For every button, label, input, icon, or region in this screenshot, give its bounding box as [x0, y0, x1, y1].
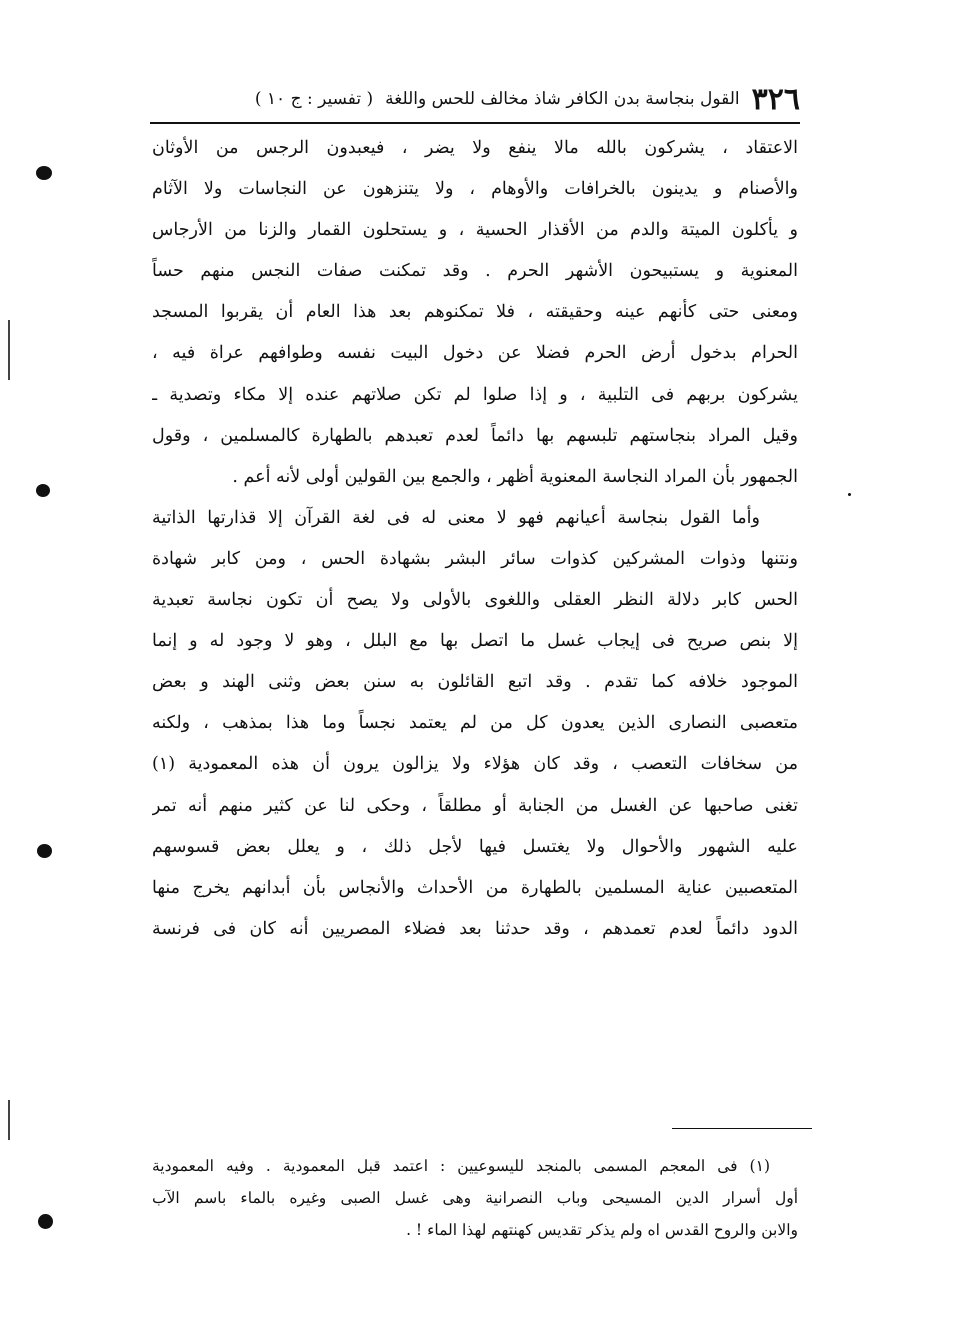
text-line: المعنوية و يستبيحون الأشهر الحرم . وقد تمكنت صفات النجس منهم حساً: [152, 261, 798, 282]
text-line: و يأكلون الميتة والدم من الأقذار الحسية ، و يستحلون القمار والزنا من الأرجاس: [152, 220, 798, 241]
text-line: الجمهور بأن المراد النجاسة المعنوية أظهر ، والجمع بين القولين أولى لأنه أعم .: [232, 466, 798, 487]
footnote-line: أول أسرار الدين المسيحى وباب النصرانية وهى غسل الصبى وغيره بالماء باسم الآب: [152, 1189, 798, 1207]
footnote-rule: [672, 1128, 812, 1129]
text-line: الحرام بدخول أرض الحرم فضلا عن دخول البيت نفسه وطوافهم عراة فيه ،: [152, 343, 798, 364]
text-line: يشركون بربهم فى التلبية ، و إذا صلوا لم تكن صلاتهم عنده إلا مكاء وتصدية ـ: [152, 384, 798, 405]
binding-hole-mark: [36, 484, 50, 497]
text-line: متعصبى النصارى الذين يعدون كل من لم يعتمد نجساً وما هذا بمذهب ، ولكنه: [152, 713, 798, 734]
binding-hole-mark: [36, 166, 52, 180]
text-line: ونتنها وذوات المشركين كذوات سائر البشر بشهادة الحس ، ومن كابر شهادة: [152, 548, 798, 569]
scan-edge-mark: [8, 1100, 10, 1140]
footnote-line: (١) فى المعجم المسمى بالمنجد لليسوعيين : اعتمد قبل المعمودية . وفيه المعمودية: [152, 1157, 770, 1175]
text-line: الدود دائماً لعدم تعمدهم ، وقد حدثنا بعد فضلاء المصريين أنه كان فى فرنسة: [152, 918, 798, 939]
body-text: [152, 128, 798, 950]
text-line: إلا بنص صريح فى إيجاب غسل ما اتصل بها مع البلل ، وهو لا وجود له و إنما: [152, 631, 798, 652]
text-line: وقيل المراد بنجاستهم تلبسهم بها دائماً لعدم تعبدهم بالطهارة كالمسلمين ، وقول: [152, 425, 798, 446]
running-title: القول بنجاسة بدن الكافر شاذ مخالف للحس واللغة: [385, 89, 740, 109]
footnote-line: والابن والروح القدس اه ولم يذكر تقديس كهنتهم لهذا الماء ! .: [406, 1221, 798, 1239]
stray-dot: [848, 493, 851, 496]
volume-reference: ( تفسير : ج ١٠ ): [254, 89, 374, 109]
header-rule: [150, 122, 800, 124]
scan-edge-mark: [8, 320, 10, 380]
text-line: عليه الشهور والأحوال ولا يغتسل فيها لأجل ذلك ، و يعلل بعض قسوسهم: [152, 836, 798, 857]
footnotes: [152, 1150, 798, 1246]
text-line: الحس كابر دلالة النظر العقلى واللغوى بالأولى ولا يصح أن تكون نجاسة تعبدية: [152, 590, 798, 611]
binding-hole-mark: [38, 1214, 53, 1229]
page-header: [150, 78, 800, 120]
text-line: ومعنى حتى كأنهم عينه وحقيقته ، فلا تمكنوهم بعد هذا العام أن يقربوا المسجد: [152, 302, 798, 323]
text-line: تغنى صاحبها عن الغسل من الجنابة أو مطلقاً ، وحكى لنا عن كثير منهم أنه تمر: [152, 795, 798, 816]
text-line: من سخافات التعصب ، وقد كان هؤلاء ولا يزالون يرون أن هذه المعمودية (١): [152, 754, 798, 775]
text-line: وأما القول بنجاسة أعيانهم فهو لا معنى له فى لغة القرآن إلا قذارتها الذاتية: [152, 507, 760, 528]
binding-hole-mark: [37, 844, 52, 858]
text-line: الموجود خلافه كما تقدم . وقد اتبع القائلون به سنن بعض وثنى الهند و بعض: [152, 672, 798, 693]
text-line: الاعتقاد ، يشركون بالله مالا ينفع ولا يضر ، فيعبدون الرجس من الأوثان: [152, 138, 798, 158]
page-number: ٣٢٦: [751, 81, 800, 117]
text-line: المتعصبين عناية المسلمين بالطهارة من الأحداث والأنجاس بأن أبدانهم يخرج منها: [152, 877, 798, 898]
text-line: والأصنام و يدينون بالخرافات والأوهام ، ولا يتنزهون عن النجاسات ولا الآثام: [152, 179, 798, 200]
